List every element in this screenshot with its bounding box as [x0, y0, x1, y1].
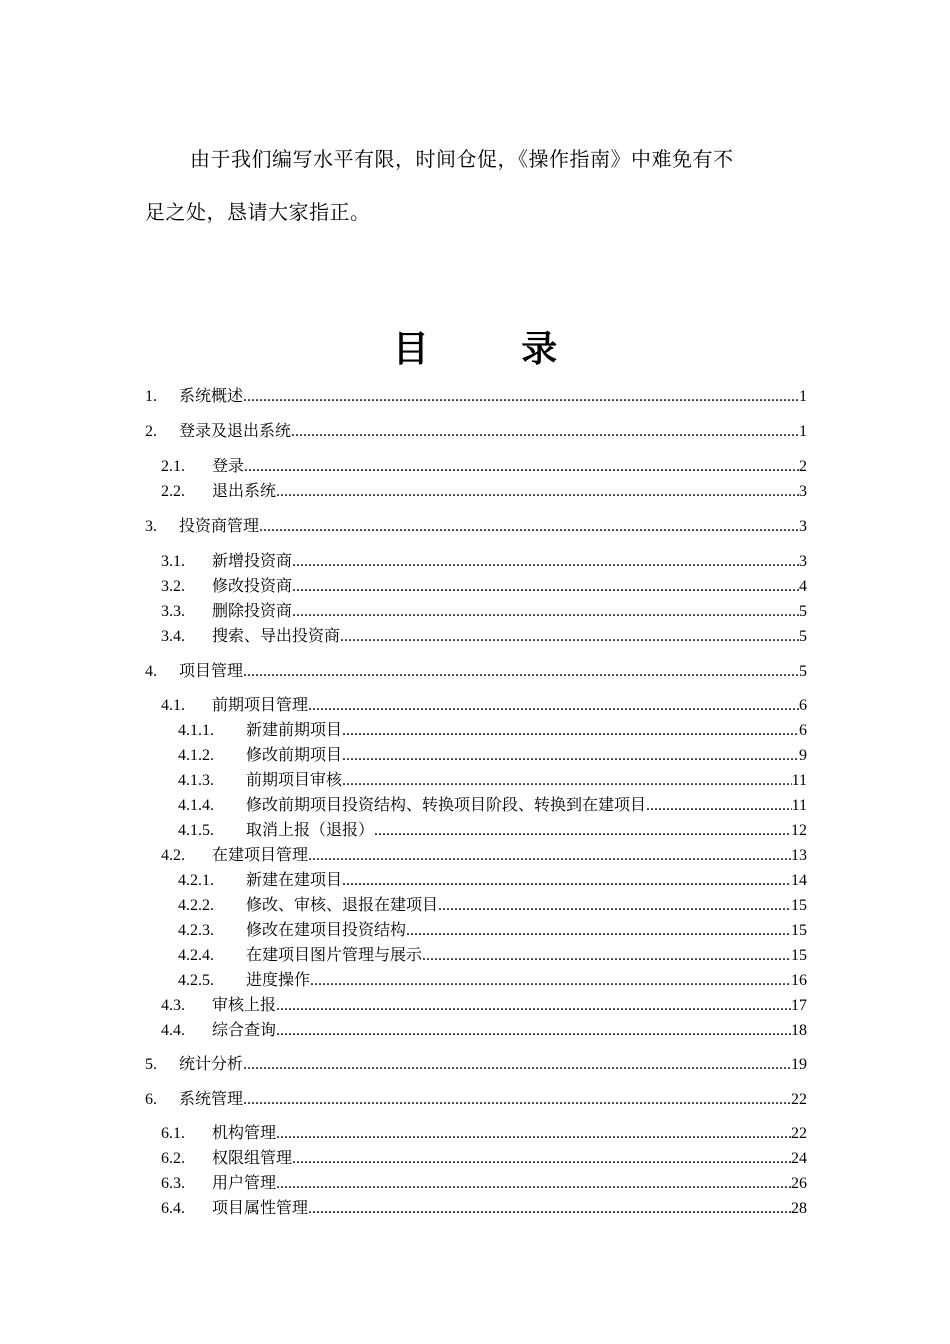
- toc-entry-number: 4.2.4.: [178, 947, 214, 964]
- toc-entry[interactable]: [145, 943, 807, 967]
- toc-dot-leader: [342, 744, 799, 768]
- toc-entry-page-number: 26: [791, 1175, 807, 1192]
- toc-entry-number: 3.4.: [161, 628, 185, 645]
- toc-dot-leader: [291, 420, 799, 444]
- toc-entry-page-number: 5: [799, 663, 807, 680]
- toc-entry[interactable]: [145, 454, 807, 478]
- toc-dot-leader: [310, 969, 791, 993]
- toc-entry-page-number: 14: [791, 872, 807, 889]
- toc-entry-number: 4.1.2.: [178, 747, 214, 764]
- toc-entry-page-number: 22: [791, 1091, 807, 1108]
- toc-entry-number: 4.1.1.: [178, 722, 214, 739]
- toc-entry[interactable]: [145, 1146, 807, 1170]
- toc-entry-number: 4.2.: [161, 847, 185, 864]
- toc-entry-number: 6.4.: [161, 1200, 185, 1217]
- toc-entry-page-number: 6: [799, 722, 807, 739]
- toc-entry[interactable]: [145, 693, 807, 717]
- toc-dot-leader: [259, 515, 799, 539]
- toc-entry-page-number: 13: [791, 847, 807, 864]
- toc-entry-number: 4.1.4.: [178, 797, 214, 814]
- toc-entry[interactable]: [145, 718, 807, 742]
- toc-entry-label: 项目属性管理: [212, 1198, 309, 1217]
- toc-entry-label: 登录及退出系统: [179, 421, 292, 440]
- toc-dot-leader: [374, 819, 791, 843]
- toc-entry[interactable]: [145, 918, 807, 942]
- toc-dot-leader: [292, 575, 799, 599]
- toc-entry-label: 删除投资商: [212, 601, 293, 620]
- toc-dot-leader: [342, 719, 799, 743]
- toc-dot-leader: [422, 944, 791, 968]
- toc-entry[interactable]: [145, 993, 807, 1017]
- toc-entry[interactable]: [145, 479, 807, 503]
- toc-entry-number: 4.2.5.: [178, 972, 214, 989]
- toc-dot-leader: [308, 1197, 791, 1221]
- toc-entry-number: 4.1.: [161, 697, 185, 714]
- toc-entry-number: 3.2.: [161, 578, 185, 595]
- toc-dot-leader: [244, 455, 799, 479]
- toc-entry-number: 4.1.3.: [178, 772, 214, 789]
- toc-entry-number: 1.: [145, 388, 157, 405]
- toc-entry-number: 3.: [145, 518, 157, 535]
- toc-dot-leader: [292, 1147, 791, 1171]
- toc-entry[interactable]: [145, 419, 807, 443]
- toc-entry-number: 2.2.: [161, 483, 185, 500]
- toc-entry-number: 5.: [145, 1056, 157, 1073]
- toc-entry-label: 新增投资商: [212, 551, 293, 570]
- toc-entry-number: 6.3.: [161, 1175, 185, 1192]
- toc-entry[interactable]: [145, 384, 807, 408]
- toc-entry-label: 前期项目管理: [212, 695, 309, 714]
- toc-entry[interactable]: [145, 868, 807, 892]
- toc-entry-page-number: 28: [791, 1200, 807, 1217]
- toc-entry-label: 修改前期项目: [246, 745, 343, 764]
- toc-dot-leader: [276, 1122, 791, 1146]
- intro-paragraph: [145, 133, 805, 239]
- toc-entry[interactable]: [145, 768, 807, 792]
- toc-entry-label: 修改、审核、退报在建项目: [246, 895, 439, 914]
- toc-entry-page-number: 11: [791, 797, 807, 814]
- toc-dot-leader: [308, 694, 799, 718]
- toc-entry-page-number: 6: [799, 697, 807, 714]
- toc-entry[interactable]: [145, 743, 807, 767]
- toc-entry-label: 修改在建项目投资结构: [246, 920, 407, 939]
- toc-entry-page-number: 15: [791, 947, 807, 964]
- toc-entry-page-number: 3: [799, 518, 807, 535]
- toc-entry-page-number: 11: [791, 772, 807, 789]
- toc-entry-page-number: 18: [791, 1022, 807, 1039]
- toc-entry-label: 权限组管理: [212, 1148, 293, 1167]
- toc-dot-leader: [340, 625, 799, 649]
- toc-entry-label: 项目管理: [179, 661, 244, 680]
- toc-dot-leader: [276, 1172, 791, 1196]
- toc-dot-leader: [406, 919, 791, 943]
- toc-dot-leader: [276, 1019, 791, 1043]
- toc-dot-leader: [276, 480, 799, 504]
- toc-entry-number: 2.1.: [161, 458, 185, 475]
- toc-entry[interactable]: [145, 659, 807, 683]
- toc-entry-page-number: 15: [791, 922, 807, 939]
- toc-title: 目 录: [392, 328, 598, 370]
- toc-entry[interactable]: [145, 1196, 807, 1220]
- toc-entry-label: 前期项目审核: [246, 770, 343, 789]
- toc-entry-label: 投资商管理: [179, 516, 260, 535]
- toc-entry-page-number: 22: [791, 1125, 807, 1142]
- toc-entry-number: 4.3.: [161, 997, 185, 1014]
- toc-entry-page-number: 5: [799, 603, 807, 620]
- toc-entry[interactable]: [145, 1171, 807, 1195]
- toc-entry-label: 用户管理: [212, 1173, 277, 1192]
- toc-dot-leader: [342, 869, 791, 893]
- toc-entry-page-number: 3: [799, 483, 807, 500]
- toc-entry[interactable]: [145, 1018, 807, 1042]
- toc-dot-leader: [243, 660, 799, 684]
- toc-dot-leader: [308, 844, 791, 868]
- toc-entry[interactable]: [145, 1121, 807, 1145]
- toc-entry-label: 系统管理: [179, 1089, 244, 1108]
- toc-entry-label: 修改投资商: [212, 576, 293, 595]
- toc-entry-number: 6.1.: [161, 1125, 185, 1142]
- toc-entry-page-number: 5: [799, 628, 807, 645]
- toc-entry[interactable]: [145, 968, 807, 992]
- toc-entry[interactable]: [145, 514, 807, 538]
- toc-entry-label: 在建项目管理: [212, 845, 309, 864]
- toc-entry[interactable]: [145, 624, 807, 648]
- toc-entry[interactable]: [145, 549, 807, 573]
- toc-entry-page-number: 1: [799, 388, 807, 405]
- toc-entry[interactable]: [145, 599, 807, 623]
- toc-dot-leader: [292, 550, 799, 574]
- toc-entry-label: 搜索、导出投资商: [212, 626, 341, 645]
- toc-entry-number: 4.2.3.: [178, 922, 214, 939]
- toc-entry[interactable]: [145, 818, 807, 842]
- toc-entry-page-number: 16: [791, 972, 807, 989]
- toc-entry[interactable]: [145, 574, 807, 598]
- intro-line-1: 由于我们编写水平有限，时间仓促，《操作指南》中难免有不: [190, 147, 734, 171]
- toc-entry-number: 4.2.2.: [178, 897, 214, 914]
- toc-dot-leader: [292, 600, 799, 624]
- toc-entry-number: 2.: [145, 423, 157, 440]
- toc-entry-label: 审核上报: [212, 995, 277, 1014]
- toc-entry-page-number: 9: [799, 747, 807, 764]
- toc-entry-label: 登录: [212, 456, 245, 475]
- toc-entry-label: 在建项目图片管理与展示: [246, 945, 423, 964]
- toc-entry-page-number: 15: [791, 897, 807, 914]
- toc-entry-label: 新建在建项目: [246, 870, 343, 889]
- toc-entry-number: 4.: [145, 663, 157, 680]
- toc-entry-number: 4.4.: [161, 1022, 185, 1039]
- toc-entry-label: 统计分析: [179, 1054, 244, 1073]
- toc-entry-number: 4.2.1.: [178, 872, 214, 889]
- toc-entry-label: 系统概述: [179, 386, 244, 405]
- toc-entry[interactable]: [145, 1087, 807, 1111]
- toc-entry[interactable]: [145, 1052, 807, 1076]
- toc-entry-label: 新建前期项目: [246, 720, 343, 739]
- toc-entry-page-number: 19: [791, 1056, 807, 1073]
- toc-entry-page-number: 2: [799, 458, 807, 475]
- toc-entry-page-number: 17: [791, 997, 807, 1014]
- toc-dot-leader: [438, 894, 791, 918]
- toc-entry-label: 综合查询: [212, 1020, 277, 1039]
- toc-entry-label: 退出系统: [212, 481, 277, 500]
- toc-entry[interactable]: [145, 793, 807, 817]
- toc-entry-number: 6.2.: [161, 1150, 185, 1167]
- toc-entry-label: 修改前期项目投资结构、转换项目阶段、转换到在建项目: [246, 795, 647, 814]
- toc-dot-leader: [276, 994, 791, 1018]
- toc-entry-label: 进度操作: [246, 970, 311, 989]
- toc-entry-number: 3.3.: [161, 603, 185, 620]
- toc-dot-leader: [243, 385, 799, 409]
- toc-entry-number: 3.1.: [161, 553, 185, 570]
- toc-dot-leader: [342, 769, 792, 793]
- toc-entry-label: 取消上报（退报）: [246, 820, 375, 839]
- toc-dot-leader: [243, 1088, 791, 1112]
- toc-entry[interactable]: [145, 893, 807, 917]
- toc-entry-page-number: 24: [791, 1150, 807, 1167]
- toc-entry-number: 6.: [145, 1091, 157, 1108]
- intro-line-2: 足之处，恳请大家指正。: [145, 200, 371, 224]
- toc-entry-page-number: 1: [799, 423, 807, 440]
- toc-entry-page-number: 4: [799, 578, 807, 595]
- toc-entry-label: 机构管理: [212, 1123, 277, 1142]
- toc-entry-number: 4.1.5.: [178, 822, 214, 839]
- toc-entry[interactable]: [145, 843, 807, 867]
- toc-dot-leader: [243, 1053, 791, 1077]
- toc-entry-page-number: 3: [799, 553, 807, 570]
- toc-entry-page-number: 12: [791, 822, 807, 839]
- toc-dot-leader: [646, 794, 792, 818]
